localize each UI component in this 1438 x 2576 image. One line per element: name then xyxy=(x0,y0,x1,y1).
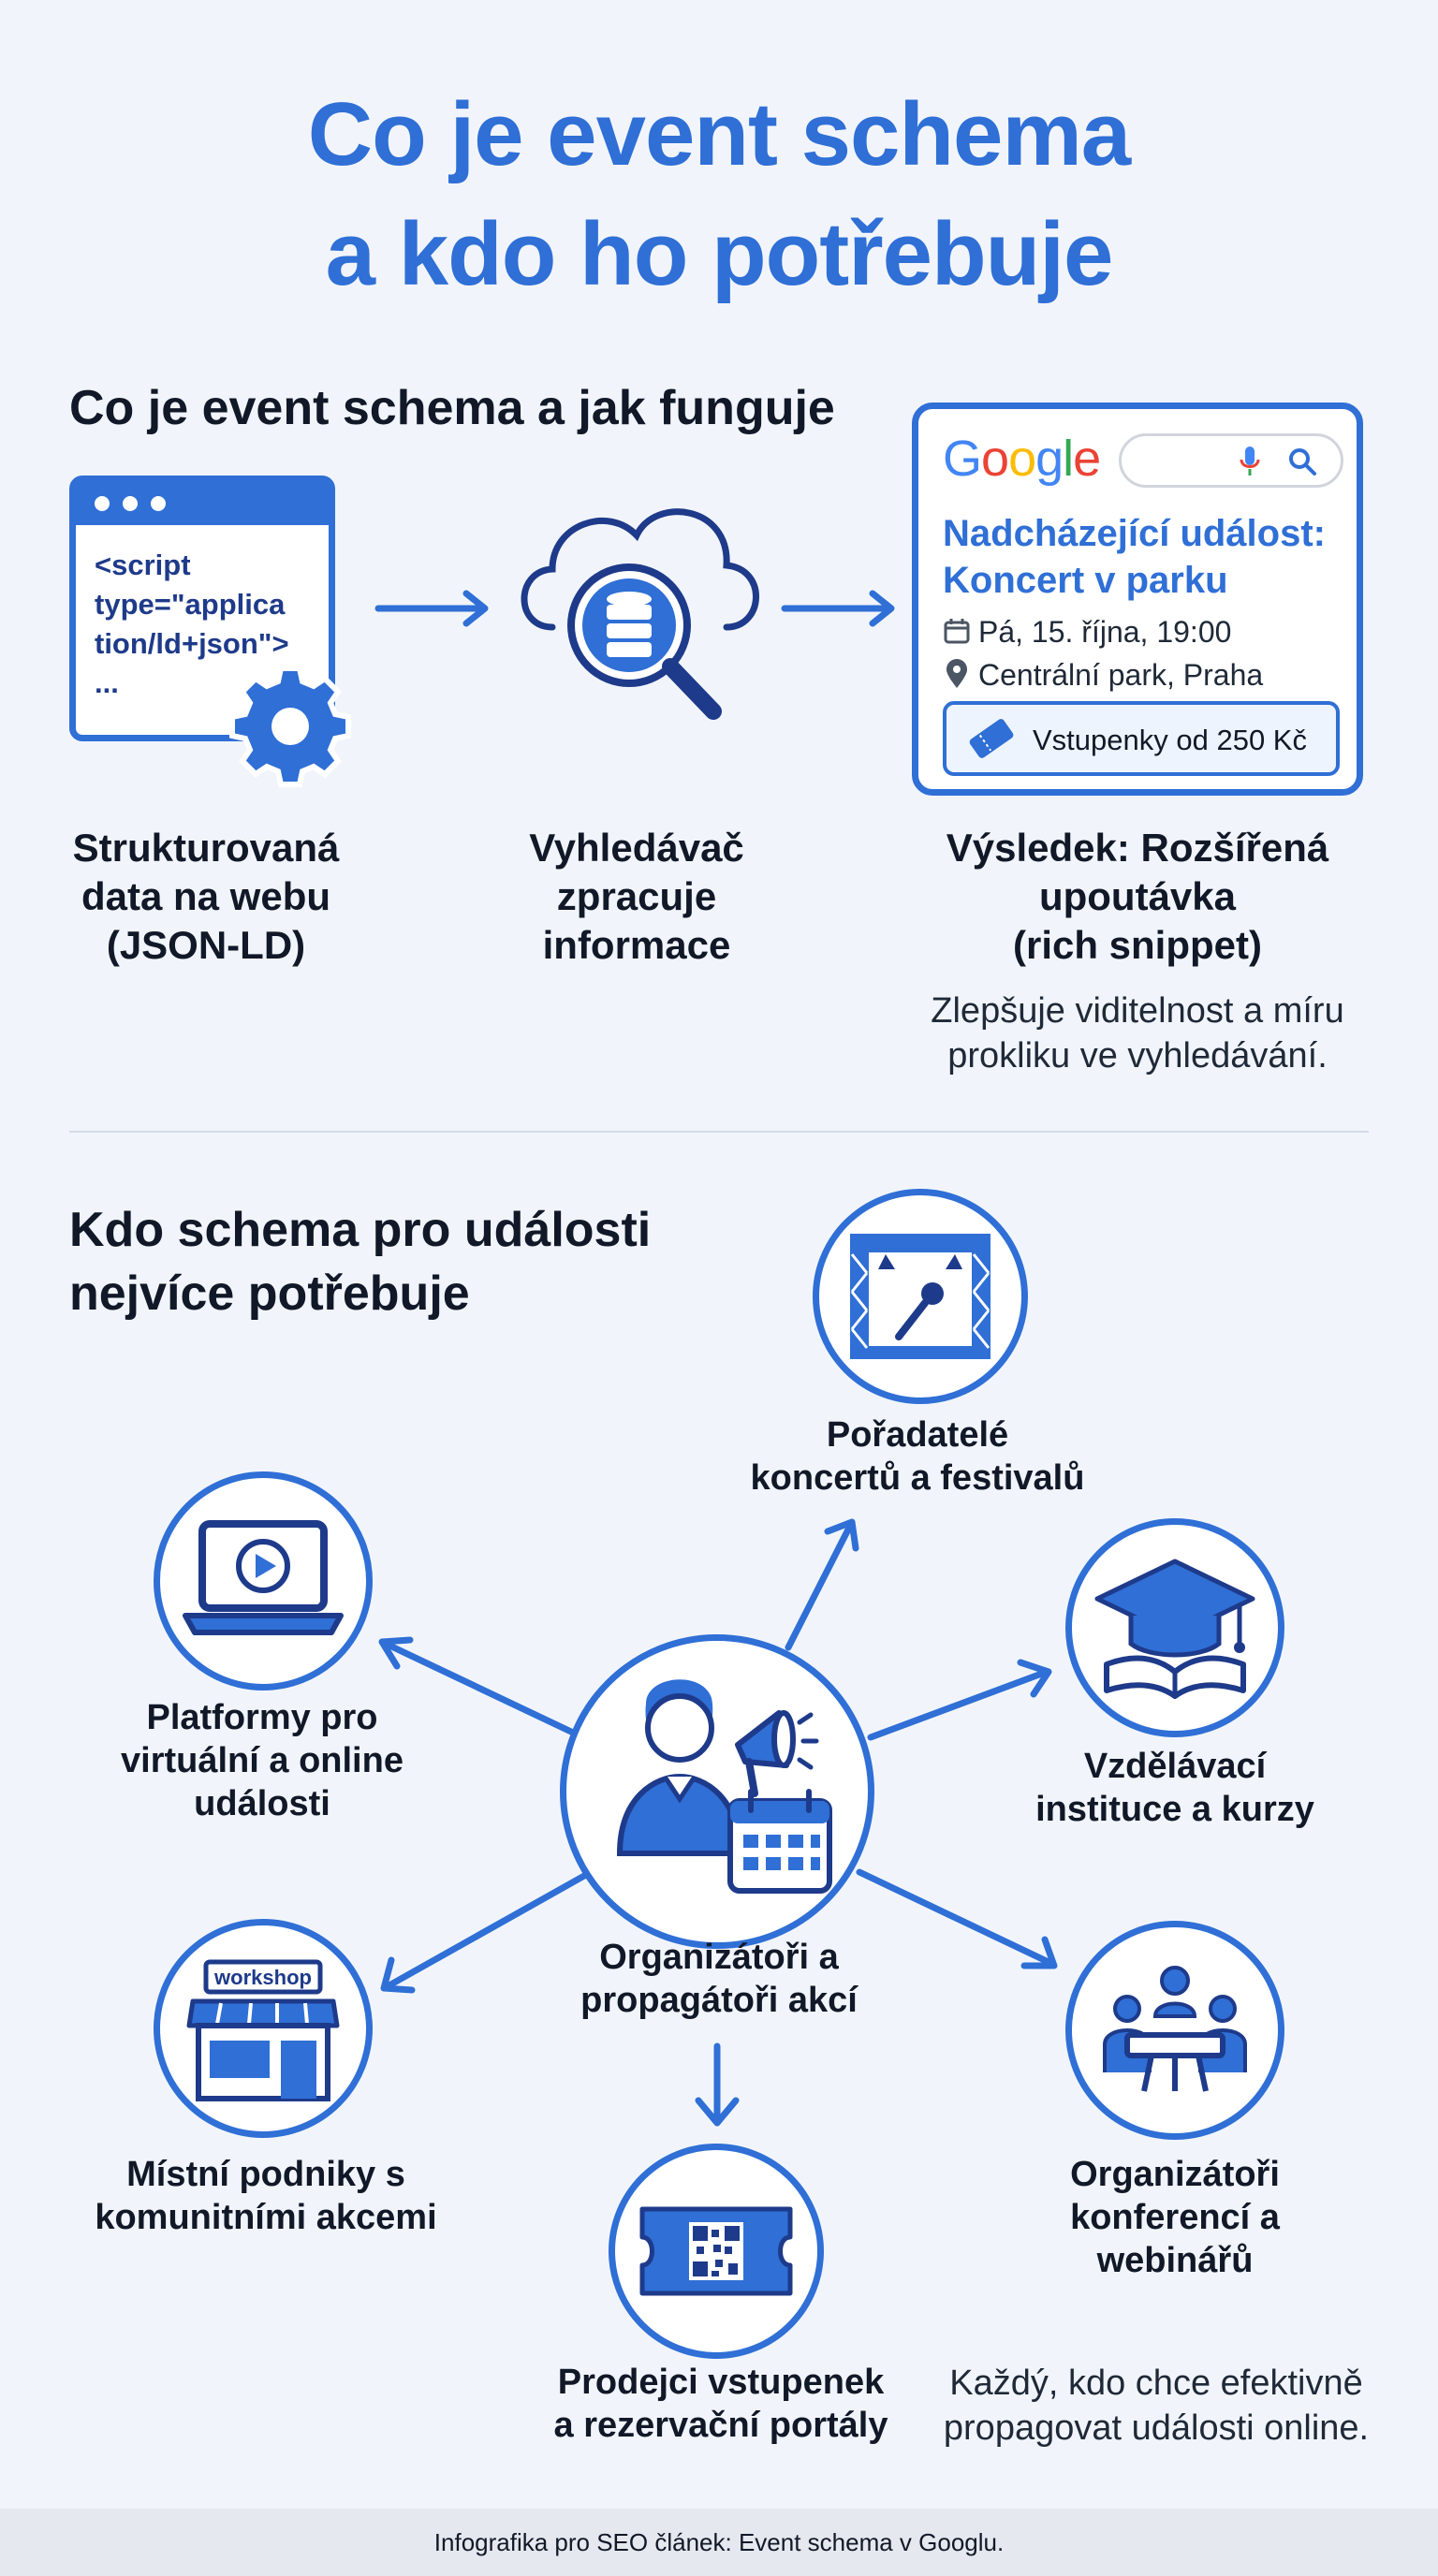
caption-line: Organizátoři a xyxy=(599,1938,839,1977)
title-line-1: Co je event schema xyxy=(307,84,1131,184)
caption-line: (JSON-LD) xyxy=(106,923,306,967)
title-line-2: a kdo ho potřebuje xyxy=(325,204,1113,304)
tickets-button-label: Vstupenky od 250 Kč xyxy=(1033,724,1307,756)
caption-line: Prodejci vstupenek xyxy=(557,2363,885,2402)
caption-line: Organizátoři xyxy=(1070,2155,1280,2194)
audience-caption-concerts xyxy=(712,1413,1123,1500)
arrow-to-education xyxy=(871,1672,1047,1737)
heading-line: Kdo schema pro události xyxy=(69,1203,652,1257)
note-line: prokliku ve vyhledávání. xyxy=(947,1036,1328,1076)
audience-caption-conferences xyxy=(992,2153,1357,2282)
code-line: <script xyxy=(95,549,191,581)
caption-line: Vyhledávač xyxy=(529,826,744,870)
shop-sign: workshop xyxy=(214,1966,312,1989)
caption-line: instituce a kurzy xyxy=(1035,1790,1314,1829)
caption-line: Výsledek: Rozšířená xyxy=(946,826,1329,870)
caption-line: komunitními akcemi xyxy=(95,2198,437,2237)
caption-line: konferencí a xyxy=(1070,2198,1280,2237)
caption-line: a rezervační portály xyxy=(553,2406,888,2445)
caption-line: webinářů xyxy=(1096,2241,1254,2280)
laptop-play-icon xyxy=(182,1518,345,1640)
audience-caption-tickets xyxy=(534,2361,908,2447)
caption-line: Strukturovaná xyxy=(72,826,340,870)
google-logo: Google xyxy=(943,431,1101,487)
note-line: Každý, kdo chce efektivně xyxy=(949,2364,1363,2403)
caption-line: informace xyxy=(542,923,731,967)
caption-line: Místní podniky s xyxy=(126,2155,405,2194)
qr-ticket-icon xyxy=(637,2200,796,2303)
audience-caption-education xyxy=(992,1745,1357,1831)
footer: Infografika pro SEO článek: Event schema v Googlu. xyxy=(0,2509,1438,2576)
conference-table-icon xyxy=(1095,1960,1255,2100)
caption-line: (rich snippet) xyxy=(1012,923,1262,967)
event-place: Centrální park, Praha xyxy=(978,658,1264,692)
shop-icon xyxy=(183,1956,343,2106)
closing-note xyxy=(936,2361,1376,2451)
caption-line: zpracuje xyxy=(556,874,717,918)
audience-caption-virtual xyxy=(94,1696,431,1825)
caption-line: data na webu xyxy=(81,874,331,918)
code-line: ... xyxy=(95,666,119,699)
caption-line: Vzdělávací xyxy=(1083,1747,1267,1786)
note-line: Zlepšuje viditelnost a míru xyxy=(931,991,1344,1031)
note-line: propagovat události online. xyxy=(943,2408,1370,2448)
caption-line: propagátoři akcí xyxy=(580,1981,858,2020)
caption-line: Pořadatelé xyxy=(826,1415,1009,1455)
section1-heading: Co je event schema a jak funguje xyxy=(69,381,835,435)
event-headline-line: Nadcházející událost: xyxy=(943,513,1326,554)
audience-caption-local xyxy=(79,2153,453,2239)
event-date: Pá, 15. října, 19:00 xyxy=(978,615,1232,649)
heading-line: nejvíce potřebuje xyxy=(69,1266,470,1321)
code-line: tion/ld+json"> xyxy=(95,627,289,660)
caption-line: Platformy pro xyxy=(146,1698,378,1737)
center-caption xyxy=(543,1936,895,2022)
event-headline-line: Koncert v parku xyxy=(943,560,1228,601)
stage-microphone-icon xyxy=(841,1226,1000,1367)
person-megaphone-calendar-icon xyxy=(599,1657,843,1910)
arrow-to-concerts xyxy=(788,1526,850,1647)
caption-line: virtuální a online xyxy=(121,1741,404,1780)
code-line: type="applica xyxy=(95,588,286,621)
caption-line: koncertů a festivalů xyxy=(750,1458,1085,1498)
caption-line: události xyxy=(194,1784,330,1823)
graduation-cap-book-icon xyxy=(1093,1554,1256,1704)
caption-line: upoutávka xyxy=(1038,874,1237,918)
